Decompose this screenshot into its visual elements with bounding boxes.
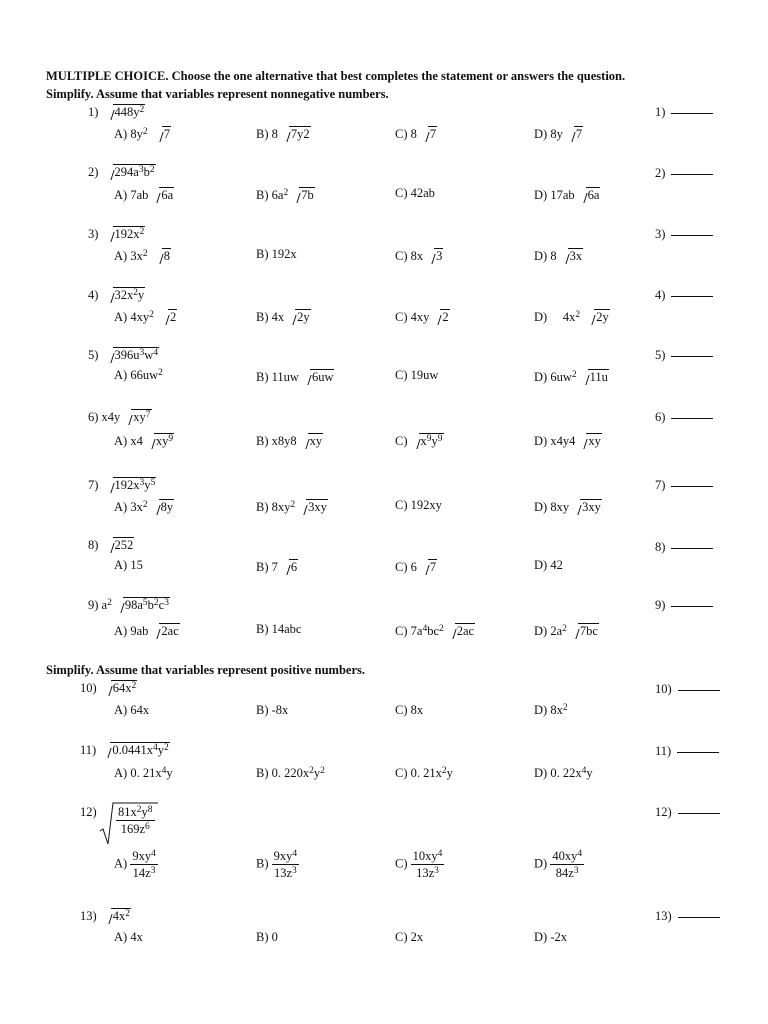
answer-blank-12[interactable]: 12) xyxy=(655,806,720,819)
question-7-stem: 7) $192x^3y^5$ xyxy=(88,478,156,492)
answer-blank-6[interactable]: 6) xyxy=(655,411,713,424)
question-2-stem: 2) $294a^3b^2$ xyxy=(88,165,155,179)
question-12-stem: $\frac{81x^2y^8}{169z^6}$ xyxy=(118,805,153,836)
section-instructions-2: Simplify. Assume that variables represent positive numbers. xyxy=(46,663,365,677)
q4-option-c[interactable]: C) 4xy 2 xyxy=(395,310,449,324)
instructions-heading: MULTIPLE CHOICE. Choose the one alternative that best completes the statement or answers the question. xyxy=(46,69,626,83)
question-3-stem: 3) $192x^2$ xyxy=(88,227,145,241)
answer-blank-10[interactable]: 10) xyxy=(655,683,720,696)
q9-option-c[interactable]: C) $7a^4bc^2$ 2ac xyxy=(395,624,475,638)
q7-option-c[interactable]: C) 192xy xyxy=(395,498,442,512)
question-10-stem: 10) $64x^2$ xyxy=(80,681,137,695)
q13-option-d[interactable]: D) -2x xyxy=(534,930,567,944)
question-4-stem: 4) $32x^2y$ xyxy=(88,288,145,302)
q8-option-a[interactable]: A) 15 xyxy=(114,558,143,572)
q11-option-a[interactable]: A) 0. $21x^4y$ xyxy=(114,766,173,780)
answer-blank-2[interactable]: 2) xyxy=(655,167,713,180)
q13-option-a[interactable]: A) 4x xyxy=(114,930,143,944)
q6-option-c[interactable]: C) $x^9y^9$ xyxy=(395,434,443,448)
q4-option-d[interactable]: D) $4x^2$ 2y xyxy=(534,310,609,324)
q7-option-b[interactable]: B) $8xy^2$ 3xy xyxy=(256,500,327,514)
q2-option-c[interactable]: C) 42ab xyxy=(395,186,435,200)
q2-option-a[interactable]: A) 7ab 6a xyxy=(114,188,174,202)
q6-option-b[interactable]: B) x8y8 xy xyxy=(256,434,323,448)
q12-option-a[interactable]: A) $\frac{9xy^4}{14z^3}$ xyxy=(114,849,156,880)
answer-blank-13[interactable]: 13) xyxy=(655,910,720,923)
q12-option-b[interactable]: B) $\frac{9xy^4}{13z^3}$ xyxy=(256,849,298,880)
q4-option-a[interactable]: A) $4xy^2$ 2 xyxy=(114,310,177,324)
q12-option-d[interactable]: D) $\frac{40xy^4}{84z^3}$ xyxy=(534,849,583,880)
answer-blank-11[interactable]: 11) xyxy=(655,745,719,758)
q10-option-d[interactable]: D) $8x^2$ xyxy=(534,703,568,717)
q3-option-a[interactable]: A) $3x^2$ 8 xyxy=(114,249,170,263)
q11-option-b[interactable]: B) 0. $220x^2y^2$ xyxy=(256,766,325,780)
q2-option-b[interactable]: B) $6a^2$ 7b xyxy=(256,188,314,202)
question-9-stem: 9) $a^2$ $98a^5b^2c^3$ xyxy=(88,598,169,612)
q1-option-d[interactable]: D) 8y 7 xyxy=(534,127,583,141)
q11-option-d[interactable]: D) 0. $22x^4y$ xyxy=(534,766,593,780)
answer-blank-4[interactable]: 4) xyxy=(655,289,713,302)
q11-option-c[interactable]: C) 0. $21x^2y$ xyxy=(395,766,453,780)
q10-option-c[interactable]: C) 8x xyxy=(395,703,424,717)
answer-blank-1[interactable]: 1) xyxy=(655,106,713,119)
question-13-stem: 13) $4x^2$ xyxy=(80,909,131,923)
q8-option-b[interactable]: B) 7 6 xyxy=(256,560,298,574)
q7-option-d[interactable]: D) 8xy 3xy xyxy=(534,500,601,514)
q8-option-d[interactable]: D) 42 xyxy=(534,558,563,572)
q1-option-c[interactable]: C) 8 7 xyxy=(395,127,437,141)
q9-option-d[interactable]: D) $2a^2$ 7bc xyxy=(534,624,598,638)
q5-option-c[interactable]: C) 19uw xyxy=(395,368,439,382)
q13-option-b[interactable]: B) 0 xyxy=(256,930,278,944)
q3-option-c[interactable]: C) 8x 3 xyxy=(395,249,443,263)
answer-blank-5[interactable]: 5) xyxy=(655,349,713,362)
q8-option-c[interactable]: C) 6 7 xyxy=(395,560,437,574)
q12-option-c[interactable]: C) $\frac{10xy^4}{13z^3}$ xyxy=(395,849,443,880)
q9-option-a[interactable]: A) 9ab 2ac xyxy=(114,624,179,638)
q5-option-b[interactable]: B) 11uw 6uw xyxy=(256,370,334,384)
q6-option-d[interactable]: D) x4y4 xy xyxy=(534,434,601,448)
q5-option-a[interactable]: A) $66uw^2$ xyxy=(114,368,163,382)
q9-option-b[interactable]: B) 14abc xyxy=(256,622,302,636)
q10-option-a[interactable]: A) 64x xyxy=(114,703,150,717)
q6-option-a[interactable]: A) x4 $xy^9$ xyxy=(114,434,174,448)
q5-option-d[interactable]: D) $6uw^2$ 11u xyxy=(534,370,608,384)
answer-blank-7[interactable]: 7) xyxy=(655,479,713,492)
question-1-stem: 1) $448y^2$ xyxy=(88,105,145,119)
q3-option-b[interactable]: B) 192x xyxy=(256,247,297,261)
q4-option-b[interactable]: B) 4x 2y xyxy=(256,310,310,324)
answer-blank-9[interactable]: 9) xyxy=(655,599,713,612)
question-6-stem: 6) x4y $xy^7$ xyxy=(88,410,151,424)
section-instructions-1: Simplify. Assume that variables represent nonnegative numbers. xyxy=(46,87,389,101)
q13-option-c[interactable]: C) 2x xyxy=(395,930,424,944)
q2-option-d[interactable]: D) 17ab 6a xyxy=(534,188,600,202)
answer-blank-3[interactable]: 3) xyxy=(655,228,713,241)
q10-option-b[interactable]: B) -8x xyxy=(256,703,289,717)
question-12-num: 12) xyxy=(80,805,97,819)
question-11-stem: 11) $0.0441x^4y^2$ xyxy=(80,743,169,757)
question-5-stem: 5) $396u^3w^4$ xyxy=(88,348,159,362)
answer-blank-8[interactable]: 8) xyxy=(655,541,713,554)
q1-option-a[interactable]: A) $8y^2$ 7 xyxy=(114,127,170,141)
q7-option-a[interactable]: A) $3x^2$ 8y xyxy=(114,500,174,514)
question-8-stem: 8) 252 xyxy=(88,538,134,552)
q1-option-b[interactable]: B) 8 7y2 xyxy=(256,127,310,141)
q3-option-d[interactable]: D) 8 3x xyxy=(534,249,583,263)
